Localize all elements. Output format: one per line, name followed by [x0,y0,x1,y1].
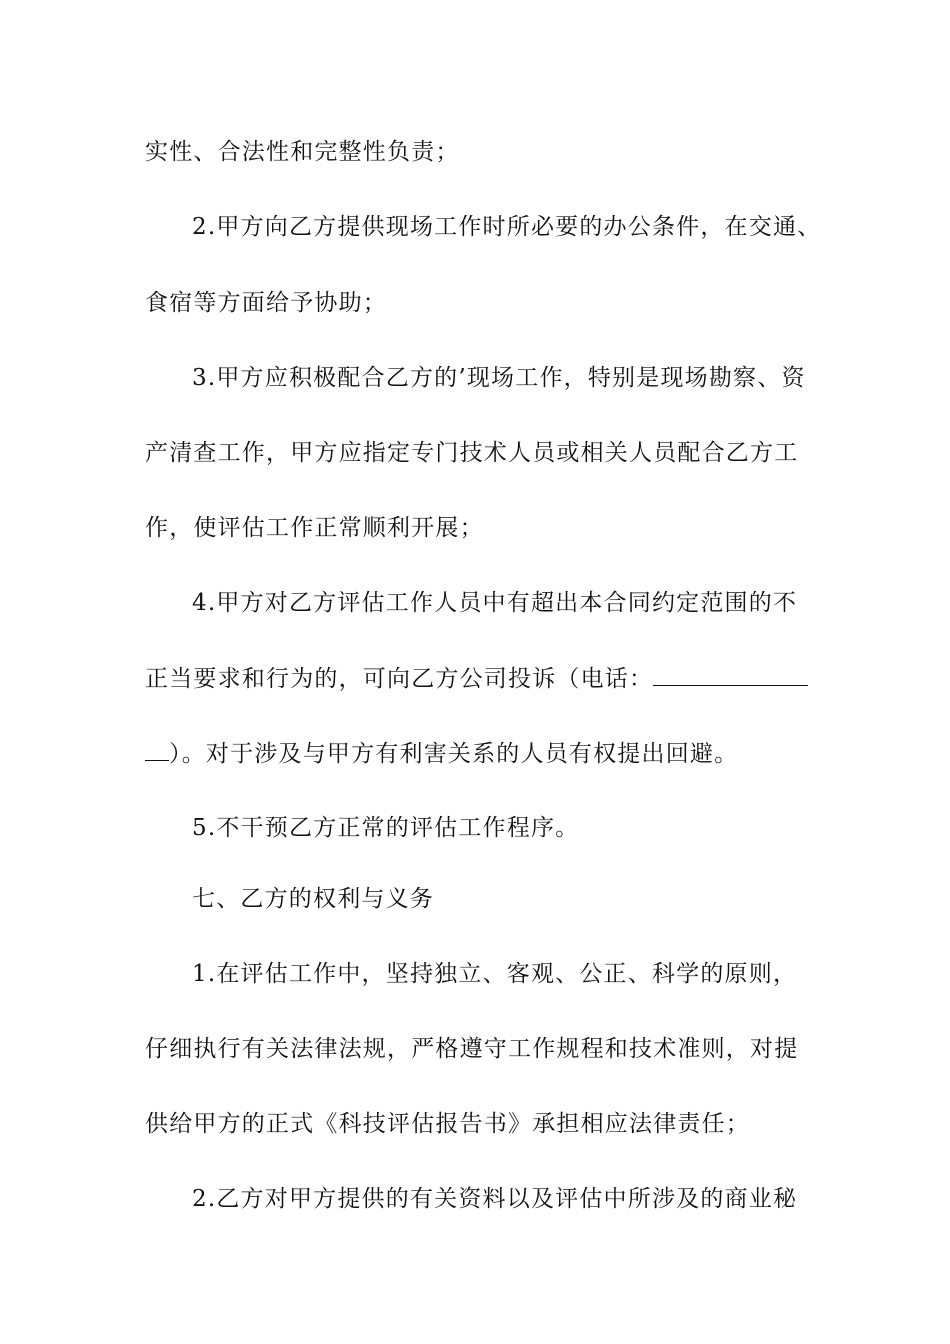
paragraph-line: 产清查工作，甲方应指定专门技术人员或相关人员配合乙方工 [145,440,799,466]
phone-blank-field [653,663,808,686]
paragraph-line: 4.甲方对乙方评估工作人员中有超出本合同约定范围的不 [192,590,798,616]
paragraph-line: 2.乙方对甲方提供的有关资料以及评估中所涉及的商业秘 [192,1186,798,1212]
phone-blank-field-continued [145,738,169,761]
paragraph-line: 1.在评估工作中，坚持独立、客观、公正、科学的原则， [192,961,798,987]
paragraph-text: ）。对于涉及与甲方有利害关系的人员有权提出回避。 [169,741,739,767]
section-heading: 七、乙方的权利与义务 [192,886,434,912]
paragraph-line [145,738,738,769]
paragraph-line: 仔细执行有关法律法规，严格遵守工作规程和技术准则，对提 [145,1036,799,1062]
paragraph-line: 5.不干预乙方正常的评估工作程序。 [192,815,580,841]
paragraph-line: 作，使评估工作正常顺利开展； [145,515,484,541]
paragraph-line: 2.甲方向乙方提供现场工作时所必要的办公条件，在交通、 [192,214,822,240]
paragraph-line: 食宿等方面给予协助； [145,290,387,316]
paragraph-line: 实性、合法性和完整性负责； [145,139,460,165]
paragraph-line: 供给甲方的正式《科技评估报告书》承担相应法律责任； [145,1111,750,1137]
paragraph-line: 3.甲方应积极配合乙方的’现场工作，特别是现场勘察、资 [192,365,806,391]
paragraph-line [145,663,808,694]
paragraph-text: 正当要求和行为的，可向乙方公司投诉（电话： [145,666,654,692]
